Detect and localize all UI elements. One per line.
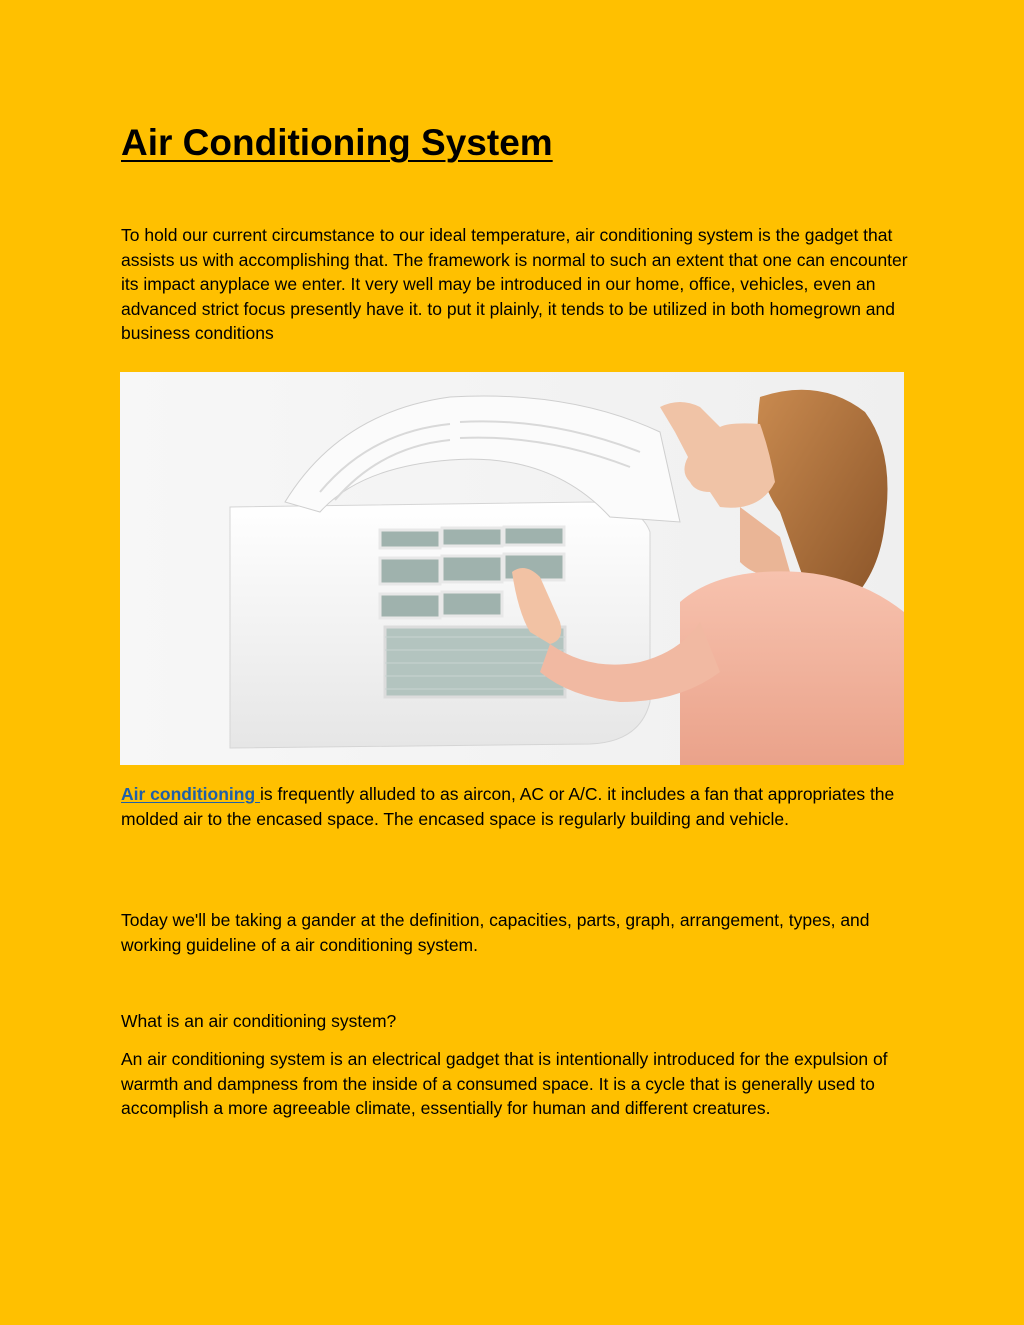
air-conditioning-link[interactable]: Air conditioning (121, 784, 261, 804)
question-heading: What is an air conditioning system? (121, 1011, 397, 1031)
ac-photo (120, 372, 904, 765)
intro-paragraph: To hold our current circumstance to our ideal temperature, air conditioning system is the gadget that assists us with accomplishing that. The framework is normal to such an extent that one can encounter its impact anyplace we enter. It very well may be introduced in our home, office, vehicles, even an advanced strict focus presently have it. to put it plainly, it tends to be utilized in both homegrown and business conditions (121, 225, 908, 343)
woman-checking-air-conditioner-image (120, 372, 904, 765)
page-title: Air Conditioning System (121, 122, 553, 163)
ac-paragraph-text: is frequently alluded to as aircon, AC or A/C. it includes a fan that appropriates the molded air to the encased space. The encased space is regularly building and vehicle. (121, 784, 895, 829)
ac-paragraph (121, 782, 921, 831)
overview-paragraph: Today we'll be taking a gander at the definition, capacities, parts, graph, arrangement, types, and working guideline of a air conditioning system. (121, 910, 870, 955)
answer-paragraph: An air conditioning system is an electrical gadget that is intentionally introduced for the expulsion of warmth and dampness from the inside of a consumed space. It is a cycle that is generally used to accomplish a more agreeable climate, essentially for human and different creatures. (121, 1049, 888, 1118)
